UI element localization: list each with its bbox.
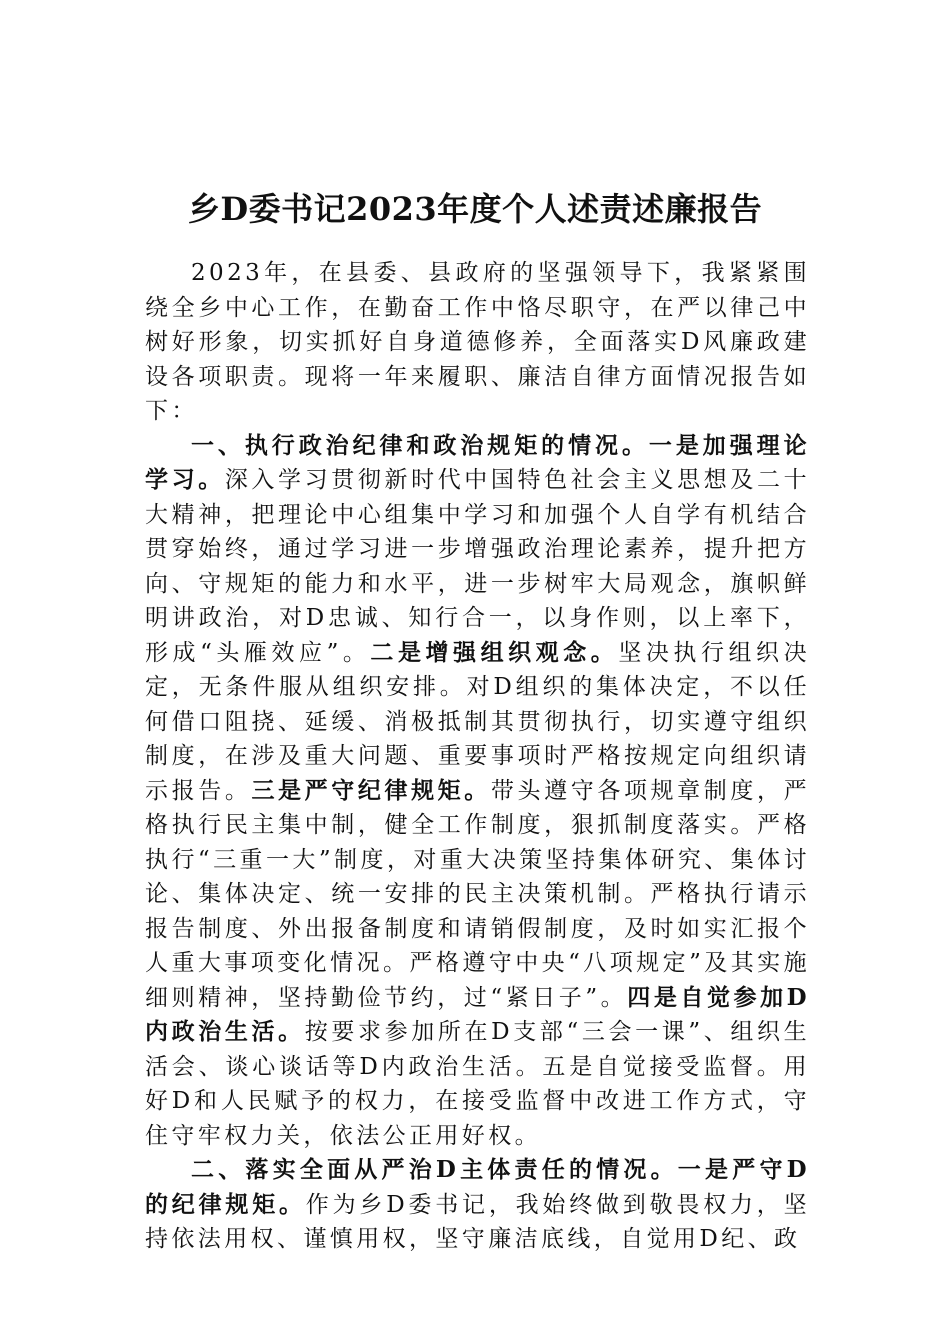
text-run: 作为乡D委书记，我始终做到敬畏权力，坚持依法用权、谨慎用权，坚守廉洁底线，自觉用D纪、政 (145, 1191, 810, 1252)
paragraph-intro (145, 256, 810, 429)
subheading: 三是严守纪律规矩。 (251, 776, 491, 804)
document-title: 乡D委书记2023年度个人述责述廉报告 (187, 190, 763, 229)
text-run: 带头遵守各项规章制度，严格执行民主集中制，健全工作制度，狠抓制度落实。严格执行“三重一大”制度，对重大决策坚持集体研究、集体讨论、集体决定、统一安排的民主决策机制。严格执行请示报告制度、外出报备制度和请销假制度，及时如实汇报个人重大事项变化情况。严格遵守中央“八项规定”及其实施细则精神，坚持勤俭节约，过“紧日子”。 (145, 777, 810, 1011)
text-run: 2023年，在县委、县政府的坚强领导下，我紧紧围绕全乡中心工作，在勤奋工作中恪尽职守，在严以律己中树好形象，切实抓好自身道德修养，全面落实D风廉政建设各项职责。现将一年来履职、廉洁自律方面情况报告如下： (145, 260, 810, 424)
text-run: 按要求参加所在D支部“三会一课”、组织生活会、谈心谈话等D内政治生活。五是自觉接受监督。用好D和人民赋予的权力，在接受监督中改进工作方式，守住守牢权力关，依法公正用好权。 (145, 1019, 810, 1149)
text-run: 深入学习贯彻新时代中国特色社会主义思想及二十大精神，把理论中心组集中学习和加强个人自学有机结合贯穿始终，通过学习进一步增强政治理论素养，提升把方向、守规矩的能力和水平，进一步树牢大局观念，旗帜鲜明讲政治，对D忠诚、知行合一，以身作则，以上率下，形成“头雁效应”。 (145, 467, 810, 666)
subheading: 四是自觉参加D内政治生活。 (145, 983, 811, 1045)
subheading: 二是增强组织观念。 (370, 638, 619, 666)
section-heading: 一、执行政治纪律和政治规矩的情况。一是加强理论学习。 (145, 431, 810, 493)
paragraph-section-2 (145, 1153, 810, 1257)
paragraph-section-1 (145, 429, 810, 1154)
text-run: 坚决执行组织决定，无条件服从组织安排。对D组织的集体决定，不以任何借口阻挠、延缓、消极抵制其贯彻执行，切实遵守组织制度，在涉及重大问题、重要事项时严格按规定向组织请示报告。 (145, 639, 810, 804)
section-heading: 二、落实全面从严治D主体责任的情况。一是严守D的纪律规矩。 (145, 1156, 810, 1218)
document-body (145, 256, 810, 1257)
